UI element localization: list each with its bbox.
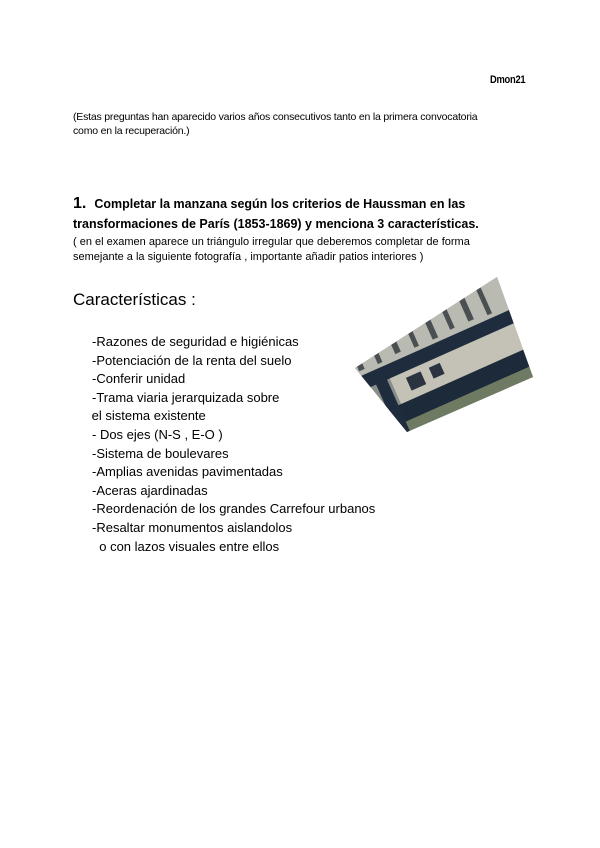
characteristics-heading: Características : [73,290,196,309]
author-tag: Dmon21 [490,74,526,86]
list-item: -Reordenación de los grandes Carrefour urbanos [92,501,376,517]
characteristics-list [88,333,376,556]
list-item: -Sistema de boulevares [92,445,229,461]
question-title-text: Completar la manzana según los criterios de Haussman en las [94,197,466,211]
list-item: -Resaltar monumentos aislandolos [92,519,293,535]
question-note-line2: semejante a la siguiente fotografía , importante añadir patios interiores ) [73,251,424,263]
list-item: -Potenciación de la renta del suelo [92,352,292,368]
list-item: -Amplias avenidas pavimentadas [92,464,283,480]
list-item: o con lazos visuales entre ellos [92,538,280,554]
list-item: - Dos ejes (N-S , E-O ) [92,426,223,442]
list-item: el sistema existente [88,408,206,424]
question-title-line1 [73,195,465,213]
list-item: -Aceras ajardinadas [92,482,208,498]
question-note-line1: ( en el examen aparece un triángulo irregular que deberemos completar de forma [73,236,470,248]
intro-note-line2: como en la recuperación.) [73,125,190,137]
list-item: -Razones de seguridad e higiénicas [92,334,299,349]
intro-note-line1: (Estas preguntas han aparecido varios años consecutivos tanto en la primera convocatoria [73,111,478,123]
question-title-line2: transformaciones de París (1853-1869) y menciona 3 características. [73,217,479,231]
question-number: 1. [73,195,87,212]
aerial-photo-paris-block [350,272,540,437]
list-item: -Conferir unidad [92,371,186,387]
list-item: -Trama viaria jerarquizada sobre [92,389,280,405]
